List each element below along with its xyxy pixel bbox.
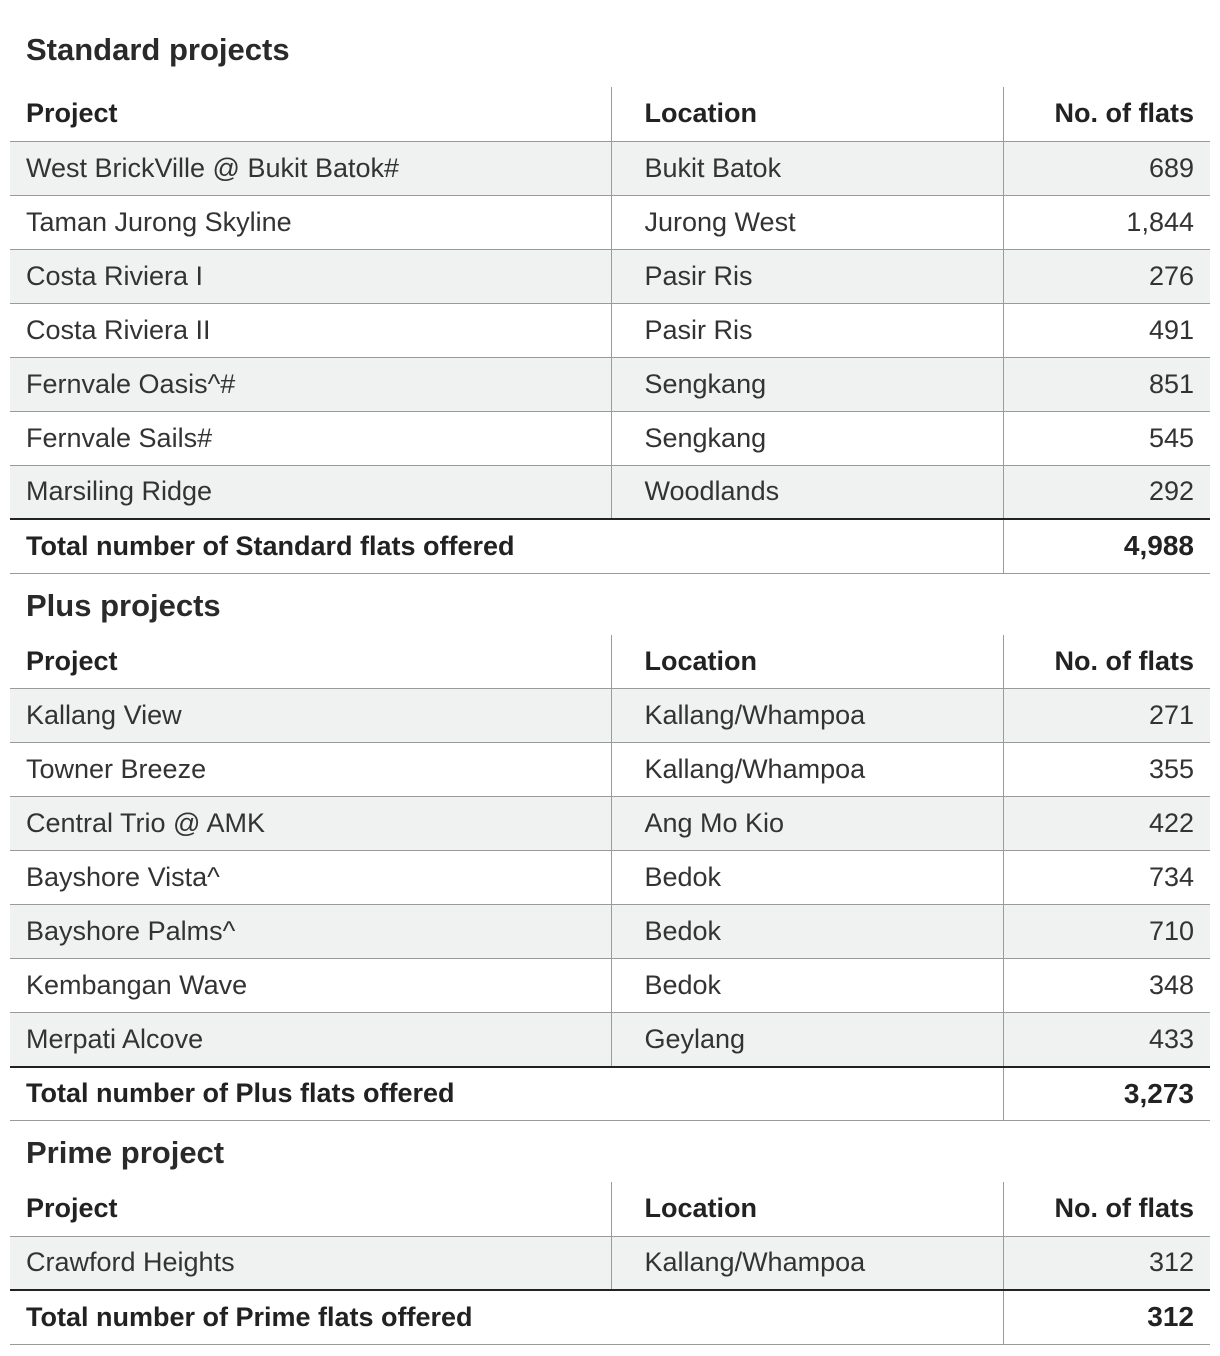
flats-cell: 1,844 (1003, 195, 1210, 249)
flats-cell: 355 (1003, 743, 1210, 797)
table-row (10, 303, 1210, 357)
location-cell: Bedok (611, 851, 1003, 905)
total-label: Total number of Standard flats offered (10, 519, 1003, 573)
column-header-project: Project (26, 1193, 118, 1224)
flats-cell: 348 (1003, 959, 1210, 1013)
flats-cell: 491 (1003, 303, 1210, 357)
table-row (10, 851, 1210, 905)
flats-cell: 312 (1003, 1236, 1210, 1290)
flats-cell: 271 (1003, 689, 1210, 743)
flats-cell: 689 (1003, 141, 1210, 195)
column-header-location: Location (611, 635, 1003, 689)
project-cell: Merpati Alcove (10, 1013, 611, 1067)
total-row-prime (10, 1290, 1210, 1344)
location-cell: Kallang/Whampoa (611, 743, 1003, 797)
project-cell: Bayshore Palms^ (10, 905, 611, 959)
project-cell: Fernvale Sails# (10, 411, 611, 465)
column-header-flats: No. of flats (1003, 1182, 1210, 1236)
column-header-location: Location (611, 87, 1003, 141)
location-cell: Bukit Batok (611, 141, 1003, 195)
location-cell: Bedok (611, 905, 1003, 959)
flats-cell: 710 (1003, 905, 1210, 959)
column-header-project: Project (26, 98, 118, 129)
project-cell: Fernvale Oasis^# (10, 357, 611, 411)
project-cell: Kembangan Wave (10, 959, 611, 1013)
column-header-project: Project (26, 645, 118, 676)
column-header-flats: No. of flats (1003, 87, 1210, 141)
section-title-prime: Prime project (26, 1135, 225, 1170)
section-title-plus: Plus projects (26, 587, 221, 623)
column-header-flats: No. of flats (1003, 635, 1210, 689)
table-row (10, 141, 1210, 195)
location-cell: Ang Mo Kio (611, 797, 1003, 851)
table-row (10, 797, 1210, 851)
table-row (10, 249, 1210, 303)
table-header-row (10, 87, 1210, 141)
standard-projects-table (10, 87, 1210, 574)
table-header-row (10, 1182, 1210, 1236)
location-cell: Kallang/Whampoa (611, 1236, 1003, 1290)
project-cell: Crawford Heights (10, 1236, 611, 1290)
location-cell: Pasir Ris (611, 249, 1003, 303)
table-row (10, 357, 1210, 411)
project-cell: Costa Riviera I (10, 249, 611, 303)
location-cell: Bedok (611, 959, 1003, 1013)
total-label: Total number of Plus flats offered (10, 1067, 1003, 1121)
project-cell: Bayshore Vista^ (10, 851, 611, 905)
prime-projects-table (10, 1182, 1210, 1345)
total-value: 312 (1003, 1290, 1210, 1344)
project-cell: West BrickVille @ Bukit Batok# (10, 141, 611, 195)
location-cell: Pasir Ris (611, 303, 1003, 357)
total-value: 4,988 (1003, 519, 1210, 573)
location-cell: Jurong West (611, 195, 1003, 249)
location-cell: Kallang/Whampoa (611, 689, 1003, 743)
table-row (10, 411, 1210, 465)
project-cell: Marsiling Ridge (10, 465, 611, 519)
location-cell: Woodlands (611, 465, 1003, 519)
project-cell: Taman Jurong Skyline (10, 195, 611, 249)
section-title-standard: Standard projects (26, 32, 290, 67)
flats-cell: 851 (1003, 357, 1210, 411)
location-cell: Sengkang (611, 357, 1003, 411)
project-cell: Costa Riviera II (10, 303, 611, 357)
project-cell: Central Trio @ AMK (10, 797, 611, 851)
table-header-row (10, 635, 1210, 689)
location-cell: Geylang (611, 1013, 1003, 1067)
flats-cell: 292 (1003, 465, 1210, 519)
total-value: 3,273 (1003, 1067, 1210, 1121)
flats-cell: 422 (1003, 797, 1210, 851)
table-row (10, 959, 1210, 1013)
table-row (10, 743, 1210, 797)
plus-projects-table (10, 635, 1210, 1122)
project-cell: Kallang View (10, 689, 611, 743)
table-row (10, 195, 1210, 249)
total-row-standard (10, 519, 1210, 573)
flats-cell: 433 (1003, 1013, 1210, 1067)
total-row-plus (10, 1067, 1210, 1121)
flats-cell: 734 (1003, 851, 1210, 905)
table-row (10, 689, 1210, 743)
total-label: Total number of Prime flats offered (10, 1290, 1003, 1344)
flats-cell: 545 (1003, 411, 1210, 465)
column-header-location: Location (611, 1182, 1003, 1236)
table-row (10, 1236, 1210, 1290)
table-row (10, 905, 1210, 959)
table-row (10, 465, 1210, 519)
project-cell: Towner Breeze (10, 743, 611, 797)
location-cell: Sengkang (611, 411, 1003, 465)
flats-cell: 276 (1003, 249, 1210, 303)
bto-projects-document (10, 0, 1210, 1345)
table-row (10, 1013, 1210, 1067)
